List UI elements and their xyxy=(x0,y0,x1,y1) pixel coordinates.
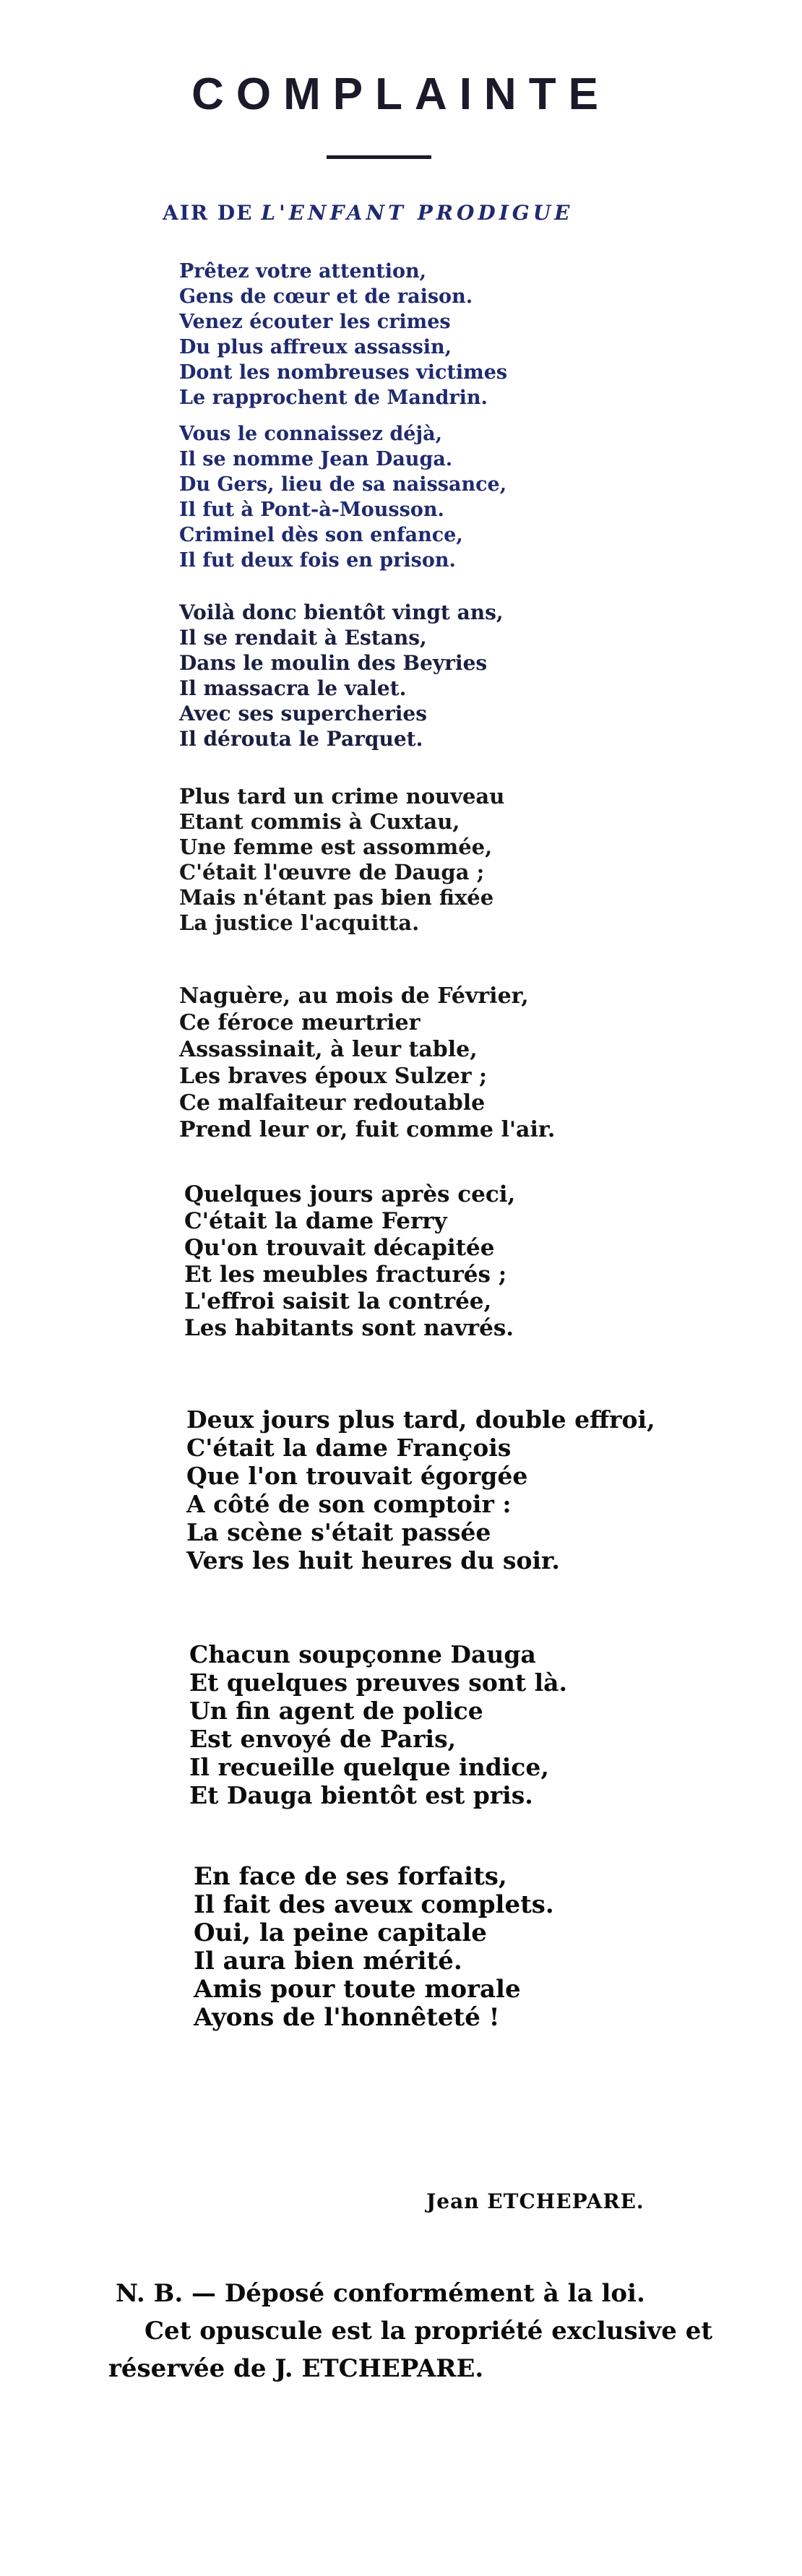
verse-line: Le rapprochent de Mandrin. xyxy=(179,387,488,409)
verse-line: Venez écouter les crimes xyxy=(179,311,451,333)
verse-line: Il aura bien mérité. xyxy=(194,1947,462,1976)
verse-line: La scène s'était passée xyxy=(186,1518,491,1546)
stanza-8 xyxy=(189,1640,567,1809)
verse-line: Il fait des aveux complets. xyxy=(194,1890,554,1919)
stanza-1 xyxy=(179,259,507,410)
verse-line: Chacun soupçonne Dauga xyxy=(189,1640,536,1668)
author-signature: Jean ETCHEPARE. xyxy=(426,2189,644,2213)
verse-line: Il fut deux fois en prison. xyxy=(179,549,456,572)
stanza-5 xyxy=(179,983,555,1143)
verse-line: Les braves époux Sulzer ; xyxy=(179,1064,488,1089)
verse-line: Etant commis à Cuxtau, xyxy=(179,809,460,834)
verse-line: Vous le connaissez déjà, xyxy=(179,423,443,445)
verse-line: Naguère, au mois de Février, xyxy=(179,983,529,1009)
verse-line: Que l'on trouvait égorgée xyxy=(186,1462,528,1490)
air-name: L'ENFANT PRODIGUE xyxy=(261,201,574,225)
verse-line: Il se rendait à Estans, xyxy=(179,626,427,650)
verse-line: Avec ses supercheries xyxy=(179,702,428,725)
verse-line: Ayons de l'honnêteté ! xyxy=(194,2003,500,2032)
verse-line: Un fin agent de police xyxy=(189,1697,483,1725)
verse-line: Prêtez votre attention, xyxy=(179,260,427,283)
verse-line: Il massacra le valet. xyxy=(179,676,407,700)
verse-line: Prend leur or, fuit comme l'air. xyxy=(179,1117,556,1142)
verse-line: Quelques jours après ceci, xyxy=(184,1181,516,1207)
verse-line: Vers les huit heures du soir. xyxy=(186,1546,560,1575)
verse-line: Du plus affreux assassin, xyxy=(179,336,452,358)
verse-line: C'était l'œuvre de Dauga ; xyxy=(179,860,485,884)
verse-line: Voilà donc bientôt vingt ans, xyxy=(179,600,504,624)
air-subtitle xyxy=(163,201,573,225)
verse-line: Criminel dès son enfance, xyxy=(179,524,463,546)
title-divider xyxy=(327,155,431,159)
stanza-6 xyxy=(184,1181,515,1342)
verse-line: Il fut à Pont-à-Mousson. xyxy=(179,499,444,521)
air-lead: AIR DE xyxy=(163,201,254,225)
verse-line: Dans le moulin des Beyries xyxy=(179,651,488,675)
verse-line: Est envoyé de Paris, xyxy=(189,1725,457,1753)
verse-line: Oui, la peine capitale xyxy=(194,1918,487,1947)
stanza-4 xyxy=(179,784,504,936)
verse-line: Dont les nombreuses victimes xyxy=(179,361,508,384)
legal-note xyxy=(108,2275,713,2387)
verse-line: L'effroi saisit la contrée, xyxy=(184,1288,492,1314)
verse-line: Qu'on trouvait décapitée xyxy=(184,1235,495,1261)
legal-note-line: Cet opuscule est la propriété exclusive et xyxy=(145,2317,713,2345)
stanza-3 xyxy=(179,600,504,751)
verse-line: Ce malfaiteur redoutable xyxy=(179,1090,486,1116)
verse-line: A côté de son comptoir : xyxy=(186,1490,512,1518)
verse-line: Il se nomme Jean Dauga. xyxy=(179,448,453,470)
verse-line: Et quelques preuves sont là. xyxy=(189,1668,568,1697)
verse-line: Et les meubles fracturés ; xyxy=(184,1262,507,1288)
verse-line: Assassinait, à leur table, xyxy=(179,1037,478,1062)
legal-note-line: N. B. — Déposé conformément à la loi. xyxy=(116,2279,645,2308)
verse-line: Du Gers, lieu de sa naissance, xyxy=(179,473,507,496)
verse-line: Et Dauga bientôt est pris. xyxy=(189,1781,533,1809)
verse-line: C'était la dame Ferry xyxy=(184,1208,447,1234)
verse-line: Mais n'étant pas bien fixée xyxy=(179,885,494,910)
verse-line: Plus tard un crime nouveau xyxy=(179,784,505,809)
legal-note-line: réservée de J. ETCHEPARE. xyxy=(108,2354,484,2383)
verse-line: Il dérouta le Parquet. xyxy=(179,727,423,751)
verse-line: Il recueille quelque indice, xyxy=(189,1753,549,1781)
verse-line: En face de ses forfaits, xyxy=(194,1862,507,1891)
verse-line: C'était la dame François xyxy=(186,1434,512,1462)
stanza-2 xyxy=(179,421,506,573)
stanza-9 xyxy=(194,1863,554,2032)
verse-line: Amis pour toute morale xyxy=(194,1975,521,2004)
stanza-7 xyxy=(186,1405,655,1575)
verse-line: Ce féroce meurtrier xyxy=(179,1010,421,1035)
verse-line: Deux jours plus tard, double effroi, xyxy=(186,1405,655,1434)
verse-line: Les habitants sont navrés. xyxy=(184,1315,514,1341)
verse-line: Gens de cœur et de raison. xyxy=(179,285,473,308)
verse-line: La justice l'acquitta. xyxy=(179,910,420,935)
document-title: COMPLAINTE xyxy=(191,69,611,119)
verse-line: Une femme est assommée, xyxy=(179,835,493,859)
